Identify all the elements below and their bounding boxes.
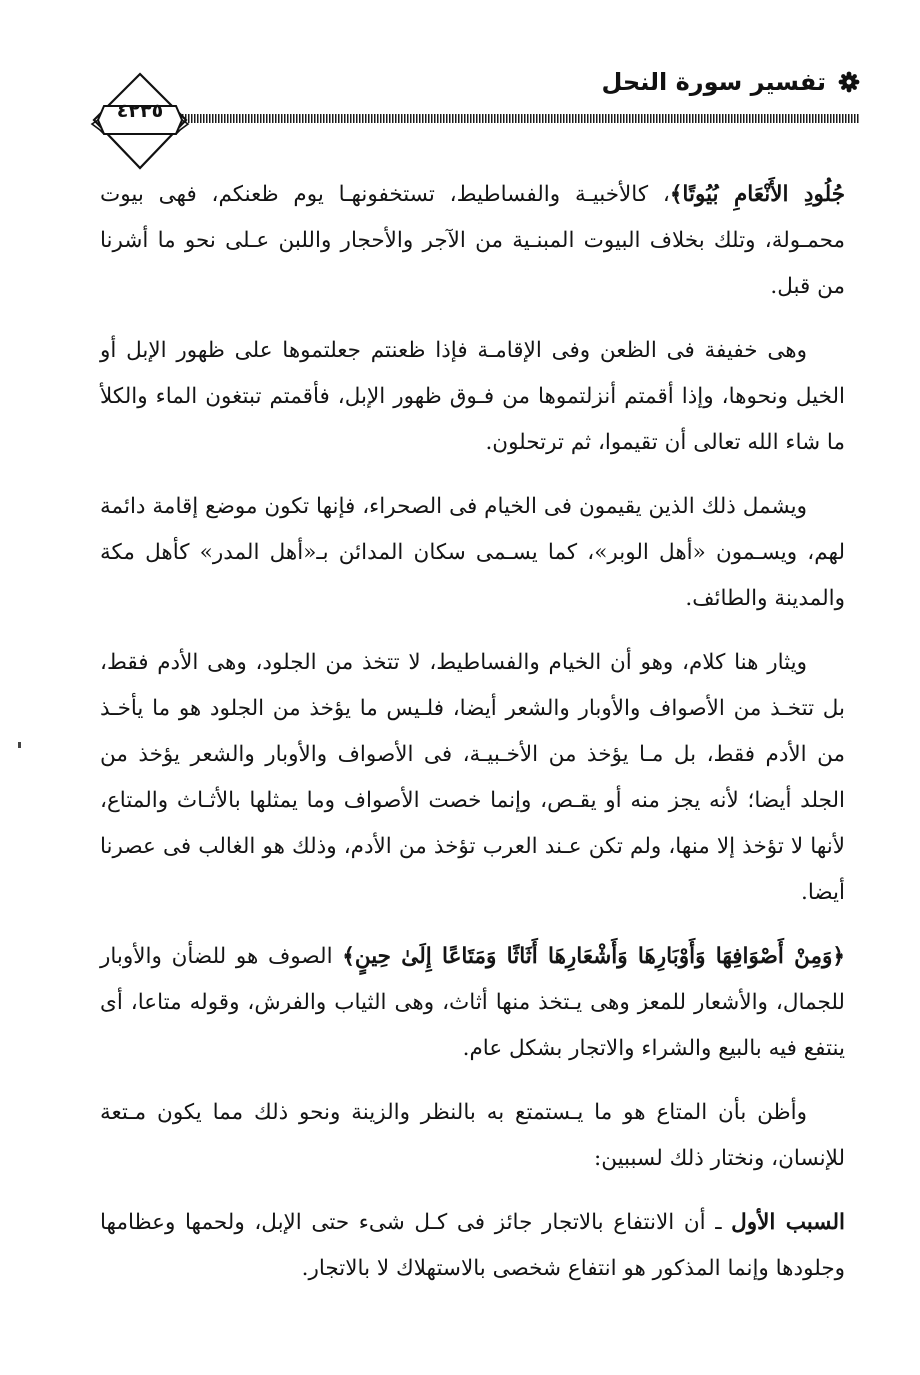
paragraph-1 <box>100 172 845 310</box>
section-lead: السبب الأول <box>731 1210 845 1235</box>
page-header <box>90 62 860 172</box>
paragraph-text: ويثار هنا كلام، وهو أن الخيام والفساطيط، لا تتخذ من الجلود، وهى الأدم فقط، بل تتخـذ من الأصواف والأوبار والشعر أيضا، فلـيس ما يؤخذ من الجلود هو ما يأخـذ من الأدم فقط، بل مـا يؤخذ من الأخـبيـة، فى الأصواف والأوبار والشعر يؤخذ من الجلد أيضا؛ لأنه يجز منه أو يقـص، وإنما خصت الأصواف وما يمثلها بالأثـاث والمتاع، لأنها لا تؤخذ إلا منها، ولم تكن عـند العرب تؤخذ من الأدم، وذلك هو الغالب فى عصرنا أيضا. <box>100 650 845 905</box>
paragraph-text: وهى خفيفة فى الظعن وفى الإقامـة فإذا ظعنتم جعلتموها على ظهور الإبل أو الخيل ونحوها، وإذا أقمتم أنزلتموها من فـوق ظهور الإبل، فأقمتم تبتغون الماء والكلأ ما شاء الله تعالى أن تقيموا، ثم ترتحلون. <box>100 338 845 455</box>
paragraph-text: ـ أن الانتفاع بالاتجار جائز فى كـل شىء حتى الإبل، ولحمها وعظامها وجلودها وإنما المذكور هو انتفاع شخصى بالاستهلاك لا بالاتجار. <box>100 1210 845 1281</box>
paragraph-text: الصوف هو للضأن والأوبار للجمال، والأشعار للمعز وهى يـتخذ منها أثاث، وهى الثياب والفرش، وقوله متاعا، أى ينتفع فيه بالبيع والشراء والاتجار بشكل عام. <box>100 944 845 1061</box>
paragraph-5 <box>100 934 845 1072</box>
header-rule <box>170 114 860 123</box>
paragraph-text: ويشمل ذلك الذين يقيمون فى الخيام فى الصحراء، فإنها تكون موضع إقامة دائمة لهم، ويسـمون «أهل الوبر»، كما يسـمى سكان المدائن بـ«أهل المدر» كأهل مكة والمدينة والطائف. <box>100 494 845 611</box>
paragraph-7 <box>100 1200 845 1292</box>
paragraph-3 <box>100 484 845 622</box>
quran-quote: ﴿وَمِنْ أَصْوَافِهَا وَأَوْبَارِهَا وَأَشْعَارِهَا أَثَاثًا وَمَتَاعًا إِلَىٰ حِينٍ﴾ <box>342 944 845 969</box>
quran-quote: جُلُودِ الأَنْعَامِ بُيُوتًا﴾ <box>669 182 845 207</box>
paragraph-text: ، كالأخبيـة والفساطيط، تستخفونهـا يوم ظعنكم، فهى بيوت محمـولة، وتلك بخلاف البيوت المبنـية من الآجر والأحجار واللبن عـلى نحو ما أشرنا من قبل. <box>100 182 845 299</box>
paragraph-text: وأظن بأن المتاع هو ما يـستمتع به بالنظر والزينة ونحو ذلك مما يكون مـتعة للإنسان، ونختار ذلك لسببين: <box>100 1100 845 1171</box>
page-number-badge <box>90 72 190 172</box>
body-text <box>100 172 845 1310</box>
running-title: تفسير سورة النحل <box>601 68 826 96</box>
paragraph-2 <box>100 328 845 466</box>
flower-ornament-icon <box>838 71 860 93</box>
paragraph-6 <box>100 1090 845 1182</box>
page-number: ٤٢٣٥ <box>116 100 164 122</box>
paragraph-4 <box>100 640 845 916</box>
running-title-group <box>601 68 860 96</box>
scan-mark <box>18 742 21 748</box>
